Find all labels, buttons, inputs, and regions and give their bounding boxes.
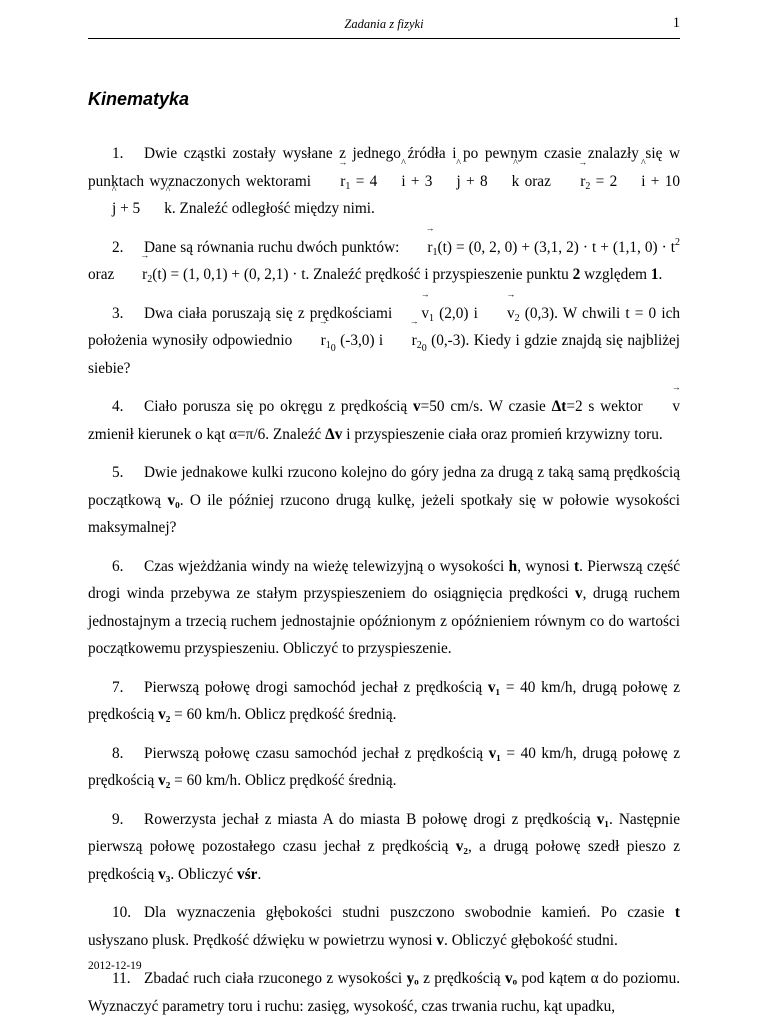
problem-number: 6. bbox=[112, 557, 124, 575]
equals: = bbox=[350, 172, 370, 190]
problem-text: Rowerzysta jechał z miasta A do miasta B połowę drogi z prędkością bbox=[144, 810, 591, 828]
problem-text: . bbox=[257, 865, 262, 883]
vector-r: → r bbox=[388, 327, 417, 355]
problem-text: . Obliczyć bbox=[170, 865, 234, 883]
problem-8 bbox=[88, 740, 680, 795]
problem-2 bbox=[88, 234, 680, 289]
exponent: 2 bbox=[675, 236, 680, 248]
unit-k: ^ k bbox=[488, 168, 520, 196]
subscript: 2 bbox=[147, 274, 153, 285]
bold-symbol: 2 bbox=[572, 266, 581, 283]
problem-6 bbox=[88, 553, 680, 663]
vector-v: → v bbox=[483, 300, 515, 328]
bold-symbol: vₒ bbox=[504, 970, 518, 987]
bold-symbol: Δv bbox=[325, 425, 343, 443]
problem-number: 3. bbox=[112, 304, 124, 322]
bold-symbol: v bbox=[412, 398, 421, 415]
problem-text: (0,3). W chwili t = 0 ich położenia wynosiły odpowiednio bbox=[88, 304, 681, 349]
subscript: 2 bbox=[585, 180, 591, 192]
problem-text: . O ile później rzucono drugą kulkę, jeżeli spotkały się w połowie wysokości maksymalnej? bbox=[88, 491, 681, 536]
subscript: 2 bbox=[514, 312, 520, 324]
problem-9 bbox=[88, 806, 680, 889]
bold-symbol: v bbox=[436, 931, 445, 949]
vector-r: → r bbox=[118, 261, 147, 289]
problem-text: Pierwszą połowę czasu samochód jechał z prędkością bbox=[144, 744, 484, 762]
problem-4 bbox=[88, 393, 680, 448]
bold-symbol: v₃ bbox=[158, 865, 171, 883]
subscript: 20 bbox=[416, 340, 427, 354]
bold-symbol: 1 bbox=[650, 266, 659, 283]
problem-text: Dwie jednakowe kulki rzucono kolejno do góry jedna za drugą z taką samą prędkością początkową bbox=[88, 464, 680, 509]
bold-symbol: h bbox=[508, 557, 518, 575]
coef: + 5 bbox=[116, 200, 141, 217]
equals: = bbox=[590, 172, 610, 190]
problem-text: zmienił kierunek o kąt α=π/6. Znaleźć bbox=[88, 425, 322, 443]
conjunction: oraz bbox=[88, 266, 115, 283]
bold-symbol: v₂ bbox=[158, 706, 171, 723]
bold-symbol: t bbox=[573, 557, 580, 575]
problem-text: = 40 km/h, drugą połowę z prędkością bbox=[88, 744, 680, 789]
bold-symbol: v₂ bbox=[158, 772, 171, 789]
page-number: 1 bbox=[672, 15, 680, 31]
problem-number: 11. bbox=[112, 970, 131, 987]
unit-i: ^ i bbox=[377, 168, 405, 196]
subscript: 1 bbox=[432, 246, 438, 258]
problem-text: (0,-3). Kiedy i gdzie znajdą się najbliżej siebie? bbox=[88, 332, 681, 377]
problem-text: , drugą ruchem jednostajnym a trzecią ruchem jednostajnie opóźnionym z opóźnieniem równym co do wartości początkowemu przyspieszeniu. Obliczyć to przyspieszenie. bbox=[88, 585, 680, 657]
problem-text: Dwa ciała poruszają się z prędkościami bbox=[144, 304, 393, 322]
vector-r: → r bbox=[556, 168, 585, 196]
problem-text: =50 cm/s. W czasie bbox=[420, 398, 546, 415]
problem-text: , a drugą połowę szedł pieszo z prędkością bbox=[88, 838, 681, 883]
subscript: 1 bbox=[345, 180, 351, 192]
problem-text: Dane są równania ruchu dwóch punktów: bbox=[144, 238, 400, 256]
problem-text: Pierwszą połowę drogi samochód jechał z prędkością bbox=[144, 678, 483, 696]
bold-symbol: v₀ bbox=[167, 491, 180, 509]
problem-number: 7. bbox=[112, 678, 124, 696]
problem-text: i przyspieszenie ciała oraz promień krzywizny toru. bbox=[346, 425, 663, 443]
problem-text: z prędkością bbox=[423, 970, 501, 987]
vector-r: → r bbox=[297, 327, 326, 355]
problem-text: . bbox=[658, 266, 663, 283]
subscript: 10 bbox=[325, 340, 336, 354]
unit-k: ^ k bbox=[140, 195, 172, 223]
unit-j: ^ j bbox=[88, 195, 116, 223]
problem-number: 8. bbox=[112, 744, 124, 762]
problem-number: 5. bbox=[112, 464, 124, 481]
section-title: Kinematyka bbox=[88, 89, 190, 109]
problem-text: (-3,0) i bbox=[340, 332, 384, 349]
footer-date: 2012-12-19 bbox=[88, 960, 142, 972]
bold-symbol: v₂ bbox=[455, 838, 468, 855]
problem-3 bbox=[88, 300, 680, 383]
problem-7 bbox=[88, 674, 680, 729]
problem-11 bbox=[88, 965, 680, 1020]
problem-list bbox=[88, 140, 680, 1031]
bold-symbol: v₁ bbox=[488, 744, 501, 762]
problem-text: względem bbox=[584, 266, 648, 283]
coef: + 8 bbox=[460, 172, 488, 190]
equation: (t) = (1, 0,1) + (0, 2,1) · t bbox=[152, 266, 306, 283]
problem-text: =2 s wektor bbox=[566, 398, 643, 415]
vector-v: → v bbox=[648, 393, 680, 421]
problem-5 bbox=[88, 459, 680, 542]
problem-text: pod kątem α do poziomu. Wyznaczyć parametry toru i ruchu: zasięg, wysokość, czas trwania ruchu, kąt upadku, bbox=[88, 970, 681, 1015]
problem-text: usłyszano plusk. Prędkość dźwięku w powietrzu wynosi bbox=[88, 931, 433, 949]
problem-text: Dwie cząstki zostały wysłane z jednego źródła i po pewnym czasie znalazły się w punktach wyznaczonych wektorami bbox=[88, 145, 680, 190]
problem-number: 10. bbox=[112, 904, 132, 921]
bold-symbol: v₁ bbox=[487, 678, 501, 696]
page-header bbox=[88, 12, 680, 39]
problem-text: = 60 km/h. Oblicz prędkość średnią. bbox=[174, 772, 397, 789]
unit-i: ^ i bbox=[617, 168, 645, 196]
vector-r: → r bbox=[403, 234, 432, 262]
bold-symbol: t bbox=[674, 904, 680, 921]
coef: 2 bbox=[609, 172, 618, 190]
bold-symbol: yₒ bbox=[406, 970, 419, 987]
problem-text: Zbadać ruch ciała rzuconego z wysokości bbox=[144, 970, 403, 987]
problem-1 bbox=[88, 140, 680, 223]
problem-text: . Pierwszą część drogi winda przebywa ze stałym przyspieszeniem do osiągnięcia prędkości bbox=[88, 557, 681, 602]
problem-text: Dla wyznaczenia głębokości studni puszczono swobodnie kamień. Po czasie bbox=[144, 904, 665, 921]
problem-number: 4. bbox=[112, 398, 124, 415]
header-title: Zadania z fizyki bbox=[344, 17, 424, 31]
coef: 4 bbox=[369, 172, 378, 190]
coef: + 3 bbox=[405, 172, 433, 190]
subscript: 1 bbox=[429, 312, 434, 324]
problem-number: 9. bbox=[112, 810, 124, 828]
bold-symbol: v₁ bbox=[596, 810, 609, 828]
bold-symbol: Δt bbox=[551, 398, 567, 415]
problem-number: 2. bbox=[112, 238, 124, 256]
bold-symbol: vśr bbox=[237, 865, 258, 883]
problem-text: . Następnie pierwszą połowę pozostałego czasu jechał z prędkością bbox=[88, 810, 680, 855]
problem-text: (2,0) i bbox=[439, 304, 478, 322]
problem-10 bbox=[88, 899, 680, 954]
equation: (t) = (0, 2, 0) + (3,1, 2) · t + (1,1, 0) · t bbox=[437, 238, 675, 256]
problem-text: . Znaleźć odległość między nimi. bbox=[171, 200, 375, 217]
problem-number: 1. bbox=[112, 145, 124, 162]
problem-text: Czas wjeżdżania windy na wieżę telewizyjną o wysokości bbox=[144, 557, 505, 575]
vector-v: → v bbox=[397, 300, 429, 328]
bold-symbol: v bbox=[574, 585, 583, 602]
conjunction: oraz bbox=[524, 172, 551, 190]
problem-text: . Znaleźć prędkość i przyspieszenie punktu bbox=[305, 266, 569, 283]
problem-text: . Obliczyć głębokość studni. bbox=[444, 931, 618, 949]
unit-j: ^ j bbox=[432, 168, 460, 196]
problem-text: Ciało porusza się po okręgu z prędkością bbox=[144, 398, 408, 415]
coef: + 10 bbox=[645, 172, 681, 190]
vector-r: → r bbox=[316, 168, 345, 196]
problem-text: = 60 km/h. Oblicz prędkość średnią. bbox=[174, 706, 397, 723]
problem-text: = 40 km/h, drugą połowę z prędkością bbox=[88, 678, 681, 723]
problem-text: , wynosi bbox=[517, 557, 570, 575]
